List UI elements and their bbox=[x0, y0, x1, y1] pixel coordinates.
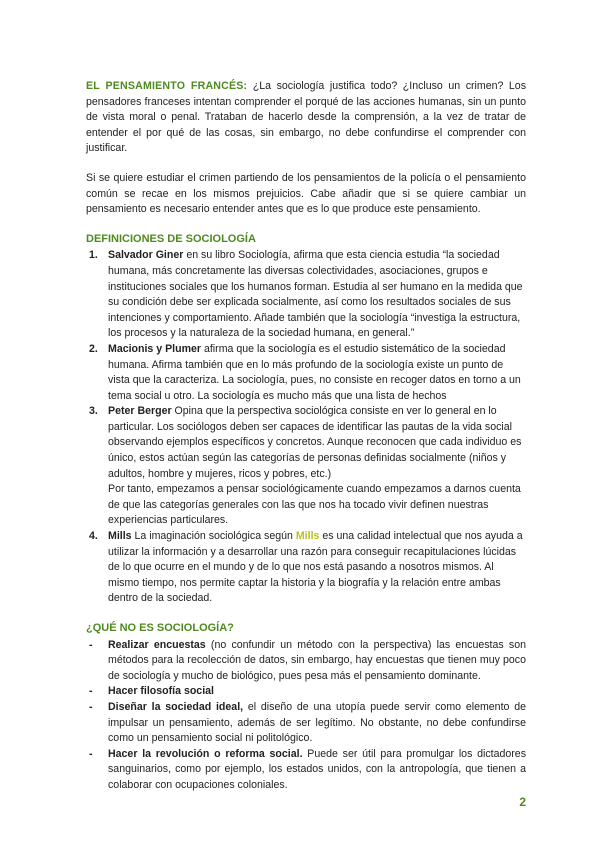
definitions-list bbox=[86, 248, 526, 607]
definitions-title: DEFINICIONES DE SOCIOLOGÍA bbox=[86, 232, 256, 245]
list-item: - Realizar encuestas (no confundir un método con la perspectiva) las encuestas son métodos para la recolección de datos, sin embargo, hay encuestas que tienen muy poco de sociología y mucho de biológico, pues pesa más el pensamiento dominante. bbox=[89, 638, 526, 682]
intro-text: ¿La sociología justifica todo? ¿Incluso un crimen? Los pensadores franceses intentan comprender el porqué de las acciones humanas, sin un punto de vista moral o penal. Trataban de hacerlo desde la comprensión, a la vez de tratar de entender el por qué de las cosas, sin embargo, no debe confundirse el comprender con justificar. bbox=[86, 80, 526, 155]
list-item: - Hacer la revolución o reforma social. Puede ser útil para promulgar los dictadores sanguinarios, como por ejemplo, los estados unidos, con la antropología, que tienen a colaborar con ocupaciones coloniales. bbox=[89, 747, 526, 791]
intro-paragraph-2: Si se quiere estudiar el crimen partiendo de los pensamientos de la policía o el pensamiento común se recae en los mismos prejuicios. Cabe añadir que si se quiere cambiar un pensamiento es necesario entender antes que es lo que produce este pensamiento. bbox=[86, 171, 526, 216]
author-name: Mills bbox=[108, 530, 132, 543]
list-item: 3. Peter Berger Opina que la perspectiva sociológica consiste en ver lo general en lo particular. Los sociólogos deben ser capaces de identificar las pautas de la vida social observando ejemplos específicos y concretos. Aunque reconocen que cada individuo es único, estos actúan según las categorías de personas definidas socialmente (niños y adultos, hombre y mujeres, ricos y pobres, etc.) Por tanto, empezamos a pensar sociológicamente cuando empezamos a darnos cuenta de que las categorías generales con las que nos ha tocado vivir definen nuestras experiencias particulares. bbox=[89, 405, 522, 527]
not-sociology-title: ¿QUÉ NO ES SOCIOLOGÍA? bbox=[86, 622, 234, 634]
author-name: Macionis y Plumer bbox=[108, 342, 202, 355]
document-body bbox=[86, 79, 526, 794]
list-item: - Hacer filosofía social bbox=[89, 685, 214, 698]
intro-paragraph bbox=[86, 79, 526, 157]
page-number: 2 bbox=[519, 795, 526, 809]
not-sociology-list bbox=[86, 638, 526, 794]
list-item: 4. Mills La imaginación sociológica según Mills es una calidad intelectual que nos ayuda a utilizar la información y a desarrollar una razón para conseguir recapitulaciones lúcidas de lo que ocurre en el mundo y de lo que nos está pasando a nosotros mismos. Al mismo tiempo, nos permite captar la historia y la biografía y la relación entre ambas dentro de la sociedad. bbox=[89, 530, 523, 605]
list-item: 1. Salvador Giner en su libro Sociología, afirma que esta ciencia estudia “la sociedad humana, más concretamente las diversas colectividades, asociaciones, grupos e instituciones sociales que los humanos forman. Estudia al ser humano en la medida que su condición debe ser explicada socialmente, así como los resultados sociales de sus intenciones y comportamiento. Añade también que la sociología “investiga la estructura, los procesos y la naturaleza de la sociedad humana, en general.” bbox=[89, 249, 523, 340]
list-item: - Diseñar la sociedad ideal, el diseño de una utopía puede servir como elemento de impulsar un pensamiento, además de ser legítimo. No obstante, no debe confundirse como un pensamiento social ni politológico. bbox=[89, 700, 526, 745]
intro-heading: EL PENSAMIENTO FRANCÉS: bbox=[86, 80, 248, 92]
author-name: Salvador Giner bbox=[108, 249, 184, 262]
list-item: 2. Macionis y Plumer afirma que la sociología es el estudio sistemático de la sociedad humana. Afirma también que en lo más profundo de la sociología existe un punto de vista que la caracteriza. La sociología, pues, no consiste en recoger datos en torno a un tema social u otro. La sociología es mucho más que una lista de hechos bbox=[89, 342, 521, 402]
author-name: Peter Berger bbox=[108, 405, 172, 418]
highlighted-name: Mills bbox=[295, 530, 320, 543]
